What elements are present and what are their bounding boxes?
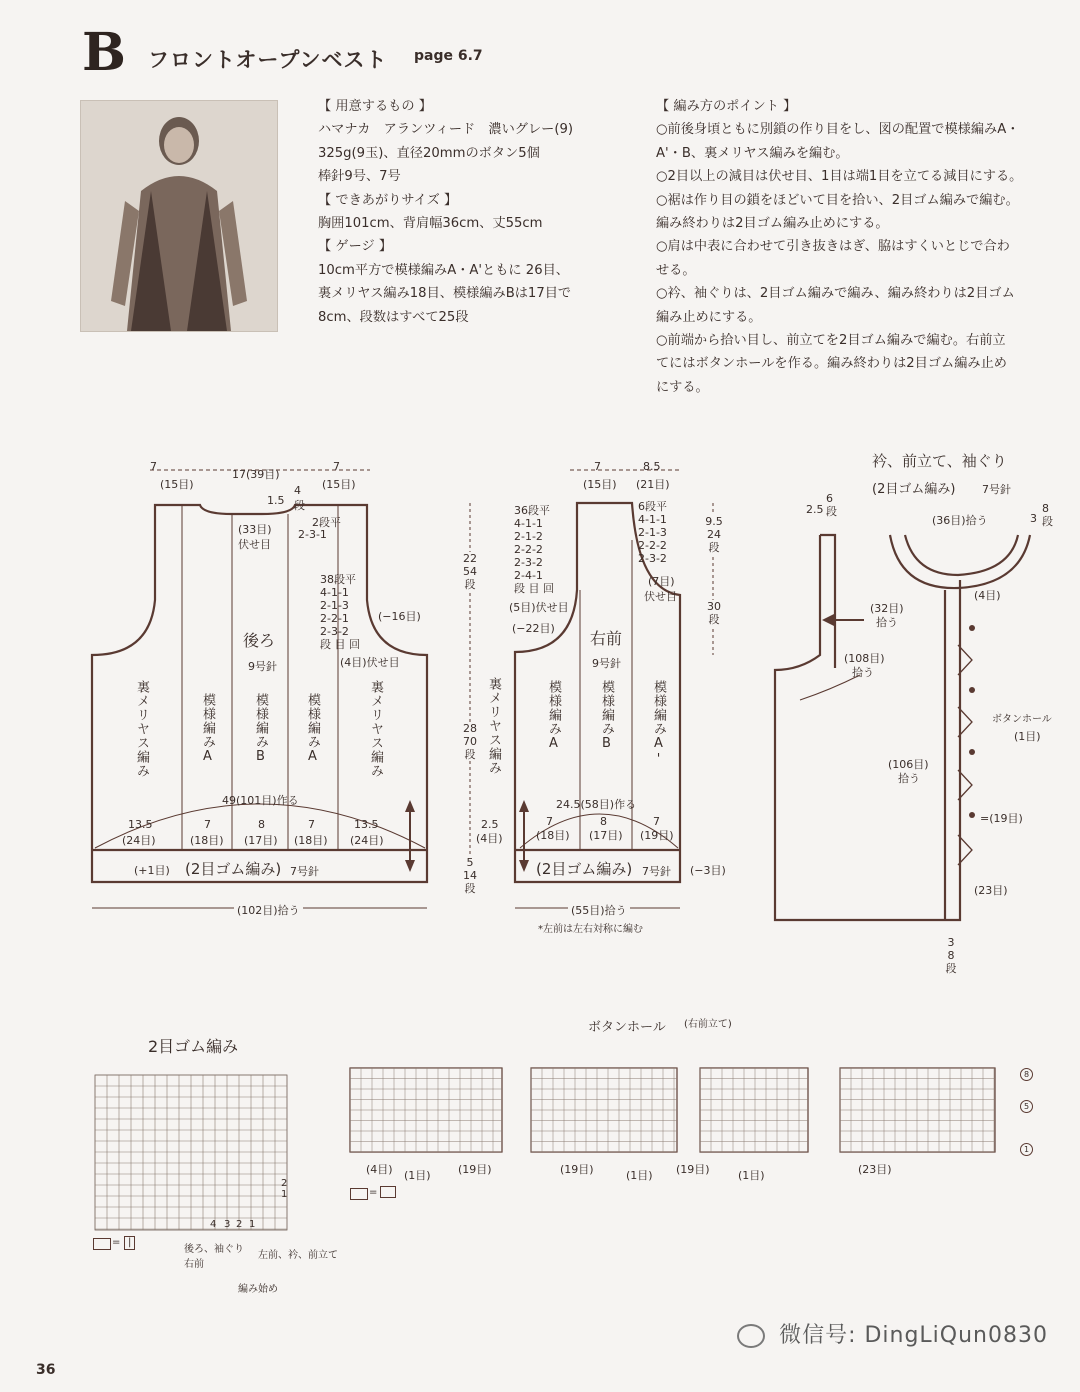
wechat-icon: [737, 1324, 765, 1348]
watermark-text: 微信号: DingLiQun0830: [779, 1323, 1048, 1348]
points-line: ○裾は作り目の鎖をほどいて目を拾い、2目ゴム編みで編む。: [656, 192, 1019, 208]
dim-label: (32目): [870, 602, 904, 615]
cast-on-label: 24.5(58目)作る: [556, 798, 637, 811]
pick-label: (55目)拾う: [568, 902, 630, 918]
dim-label: (18目): [294, 834, 328, 847]
dim-label: (24目): [350, 834, 384, 847]
points-line: A'・B、裏メリヤス編みを編む。: [656, 145, 849, 161]
points-line: てにはボタンホールを作る。編み終わりは2目ゴム編み止め: [656, 356, 1007, 372]
dim-label: (4目)伏せ目: [340, 656, 400, 669]
dim-label: (33目): [238, 523, 272, 536]
dim-label: 17(39目): [232, 468, 280, 481]
rib-label: (2目ゴム編み): [536, 860, 633, 878]
dim-label: (21目): [636, 478, 670, 491]
points-line: にする。: [656, 379, 709, 395]
dim-label: 8: [600, 815, 607, 828]
dim-label: (106目): [888, 758, 929, 771]
dim-label: (23目): [974, 884, 1008, 897]
dim-label: (1目): [1014, 730, 1041, 743]
points-line: ○2目以上の減目は伏せ目、1目は端1目を立てる減目にする。: [656, 169, 1023, 185]
column-label: 模様編みA: [546, 680, 561, 752]
dim-label: 拾う: [898, 772, 920, 785]
dim-label: (17目): [589, 829, 623, 842]
dim-label: 7: [653, 815, 660, 828]
dim-label: (108目): [844, 652, 885, 665]
gauge-line: 8cm、段数はすべて25段: [318, 309, 469, 325]
dim-label: 7: [546, 815, 553, 828]
count-label: (19目): [560, 1163, 594, 1176]
pick-label: (102目)拾う: [234, 902, 303, 918]
band-title: 衿、前立て、袖ぐり: [872, 452, 1007, 470]
dim-label: 13.5: [128, 818, 153, 831]
row-marker: 8: [1020, 1068, 1033, 1081]
dim-label: 3 8 段: [945, 936, 957, 975]
dim-label: 伏せ目: [644, 590, 677, 603]
band-subtitle: (2目ゴム編み): [872, 482, 956, 497]
needle-label: 7号針: [290, 865, 319, 878]
stitch-number: 4: [210, 1219, 217, 1230]
column-label: 模様編みB: [599, 680, 614, 752]
dim-label: 伏せ目: [238, 538, 271, 551]
points-line: ○前後身頃ともに別鎖の作り目をし、図の配置で模様編みA・: [656, 122, 1020, 138]
dim-label: 7: [204, 818, 211, 831]
dim-label: 7: [594, 460, 601, 473]
rib-label: (2目ゴム編み): [185, 860, 282, 878]
dim-label: 8 段: [1042, 502, 1053, 528]
dim-label: (4目): [974, 589, 1001, 602]
needle-label: 9号針: [248, 660, 277, 673]
needle-label: 7号針: [982, 483, 1011, 496]
legend-swatch: [350, 1188, 368, 1200]
column-label: 模様編みA: [305, 693, 320, 765]
row-number: 2: [281, 1178, 288, 1189]
chart-note: 左前、衿、前立て: [258, 1250, 338, 1261]
legend-swatch: [380, 1186, 396, 1198]
dim-label: (−16目): [378, 610, 421, 623]
points-line: 編み終わりは2目ゴム編み止めにする。: [656, 216, 889, 232]
stitch-number: 2: [236, 1219, 243, 1230]
dim-label: 拾う: [876, 616, 898, 629]
band-outline: [775, 535, 960, 920]
points-line: ○肩は中表に合わせて引き抜きはぎ、脇はすくいとじで合わ: [656, 239, 1010, 255]
front-piece-name: 右前: [590, 629, 623, 648]
back-piece-name: 後ろ: [243, 631, 276, 650]
rib-chart-grid: [95, 1075, 287, 1230]
dim-label: ボタンホール: [992, 714, 1052, 725]
dim-label: (18目): [190, 834, 224, 847]
dim-label: 2.5: [481, 818, 499, 831]
pattern-title: フロントオープンベスト: [148, 48, 388, 72]
dim-label: 7: [333, 460, 340, 473]
column-label: 模様編みB: [253, 693, 268, 765]
dim-label: (15目): [322, 478, 356, 491]
points-line: 編み止めにする。: [656, 309, 762, 325]
height-label: 28 70 段: [460, 722, 480, 761]
needle-label: 7号針: [642, 865, 671, 878]
dim-label: 13.5: [354, 818, 379, 831]
dim-label: (7目): [648, 575, 675, 588]
dim-label: 3: [1030, 512, 1037, 525]
needle-label: 9号針: [592, 657, 621, 670]
dim-label: (+1目): [134, 864, 170, 877]
column-label: 裏メリヤス編み: [134, 680, 149, 778]
count-label: (1目): [738, 1169, 765, 1182]
page-reference: page 6.7: [414, 48, 483, 64]
dim-label: 7: [308, 818, 315, 831]
armhole-rows: 38段平 4-1-1 2-1-3 2-2-1 2-3-2 段 目 回: [320, 573, 360, 651]
buttonhole-title: ボタンホール: [588, 1020, 666, 1035]
dim-label: (5目)伏せ目: [509, 601, 569, 614]
chart-note: 後ろ、袖ぐり: [184, 1244, 244, 1255]
dim-label: 4: [294, 484, 301, 497]
stitch-number: 1: [249, 1219, 256, 1230]
height-label: 5 14 段: [458, 856, 482, 895]
height-label: 22 54 段: [460, 552, 480, 591]
dim-label: (24目): [122, 834, 156, 847]
dim-label: (15目): [160, 478, 194, 491]
row-number: 1: [281, 1189, 288, 1200]
buttonhole-chart-grid: [350, 1068, 995, 1152]
height-label: 9.5 24 段: [703, 515, 725, 554]
count-label: (23目): [858, 1163, 892, 1176]
dim-label: 2-3-1: [298, 528, 327, 541]
legend-equals: =: [369, 1187, 378, 1198]
dim-label: (36目)拾う: [932, 514, 988, 527]
dim-label: 2段平: [312, 516, 341, 529]
dim-label: (4目): [476, 832, 503, 845]
chart-note: 右前: [184, 1259, 204, 1270]
count-label: (4目): [366, 1163, 393, 1176]
dim-label: 段: [294, 499, 305, 512]
legend-swatch: [93, 1238, 111, 1250]
points-line: ○前端から拾い目し、前立てを2目ゴム編みで編む。右前立: [656, 333, 1006, 349]
legend-symbol: |: [124, 1236, 135, 1250]
materials-heading: 【 用意するもの 】: [318, 99, 432, 114]
dim-label: (18目): [536, 829, 570, 842]
dim-label: 1.5: [267, 494, 285, 507]
materials-line: ハマナカ アランツィード 濃いグレー(9): [318, 122, 573, 138]
dim-label: (−22目): [512, 622, 555, 635]
height-label: 30 段: [703, 600, 725, 626]
column-label: 模様編みA': [651, 680, 666, 768]
dim-label: 2.5: [806, 503, 824, 516]
page-number: 36: [36, 1362, 56, 1378]
gauge-line: 10cm平方で模様編みA・A'ともに 26目、: [318, 262, 569, 278]
gauge-heading: 【 ゲージ 】: [318, 239, 393, 255]
dim-label: (19目): [640, 829, 674, 842]
dim-label: (17目): [244, 834, 278, 847]
front-armhole-rows: 6段平 4-1-1 2-1-3 2-2-2 2-3-2: [638, 500, 667, 565]
materials-line: 棒針9号、7号: [318, 169, 401, 185]
points-heading: 【 編み方のポイント 】: [656, 99, 797, 114]
buttonhole-subtitle: (右前立て): [684, 1019, 732, 1030]
count-label: (1目): [626, 1169, 653, 1182]
size-line: 胸囲101cm、背肩幅36cm、丈55cm: [318, 216, 543, 232]
column-label: 模様編みA: [200, 693, 215, 765]
points-line: ○衿、袖ぐりは、2目ゴム編みで編み、編み終わりは2目ゴム: [656, 286, 1015, 302]
materials-line: 325g(9玉)、直径20mmのボタン5個: [318, 145, 540, 161]
column-label: 裏メリヤス編み: [486, 677, 501, 775]
dim-label: (15目): [583, 478, 617, 491]
stitch-number: 3: [224, 1219, 231, 1230]
column-label: 裏メリヤス編み: [368, 680, 383, 778]
dim-label: 6 段: [826, 492, 837, 518]
count-label: (19目): [458, 1163, 492, 1176]
size-heading: 【 できあがりサイズ 】: [318, 192, 458, 208]
cast-on-label: 49(101目)作る: [222, 794, 299, 807]
chart-note: 編み始め: [238, 1284, 278, 1295]
dim-label: 7: [150, 460, 157, 473]
dim-label: (−3目): [690, 864, 726, 877]
row-marker: 5: [1020, 1100, 1033, 1113]
front-neck-rows: 36段平 4-1-1 2-1-2 2-2-2 2-3-2 2-4-1 段 目 回: [514, 504, 554, 595]
gauge-line: 裏メリヤス編み18目、模様編みBは17目で: [318, 286, 572, 302]
count-label: (19目): [676, 1163, 710, 1176]
row-marker: 1: [1020, 1143, 1033, 1156]
watermark: [737, 1318, 1048, 1349]
dim-label: 拾う: [852, 666, 874, 679]
mirror-note: *左前は左右対称に編む: [538, 924, 643, 935]
rib-chart-title: 2目ゴム編み: [148, 1037, 239, 1056]
section-letter: B: [82, 22, 126, 83]
legend-equals: =: [112, 1237, 121, 1248]
dim-label: 8.5: [643, 460, 661, 473]
dim-label: =(19目): [980, 812, 1023, 825]
dim-label: 8: [258, 818, 265, 831]
count-label: (1目): [404, 1169, 431, 1182]
points-line: せる。: [656, 262, 696, 278]
